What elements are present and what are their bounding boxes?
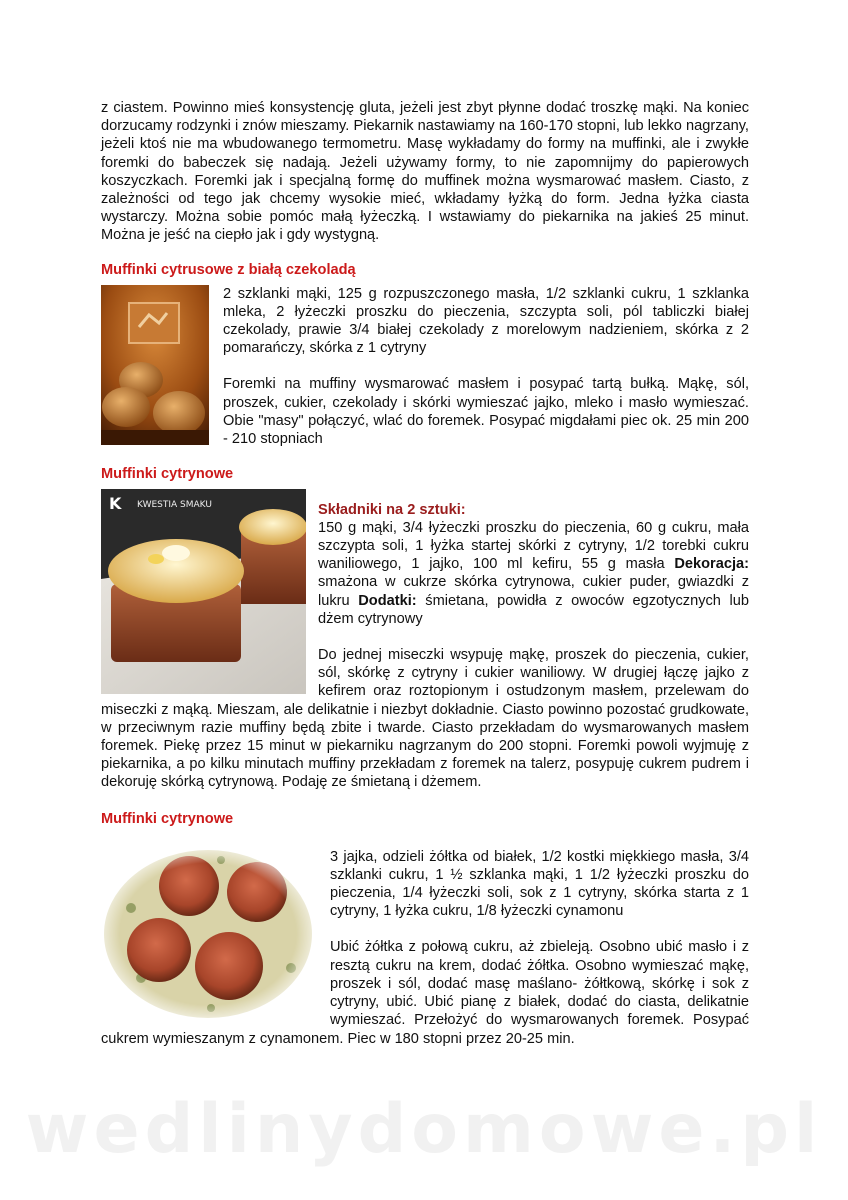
watermark: wedlinydomowe.pl — [25, 1090, 823, 1169]
recipe1-title: Muffinki cytrusowe z białą czekoladą — [101, 261, 356, 278]
recipe2-extras-label: Dodatki: — [358, 592, 417, 609]
document-page — [101, 99, 749, 1048]
recipe2-extras: śmietana, powidła z owoców egzotycznych lub dżem cytrynowy — [318, 592, 750, 627]
recipe3-method: Ubić żółtka z połową cukru, aż zbieleją. Osobno ubić masło i z resztą cukru na krem, dodać żółtka. Osobno wymieszać mąkę, proszek i sól, dodać masę maślano- żółtkową, skórkę i sok z cytryny, ubić. Ubić pianę z białek, dodać do ciasta, delikatnie wymieszać. Przełożyć do wysmarowanych foremek. Posypać cukrem wymieszanym z cynamonem. Piec w 180 stopni przez 20-25 min. — [101, 939, 749, 1047]
recipe1-photo — [101, 285, 209, 445]
recipe1-ingredients: 2 szklanki mąki, 125 g rozpuszczonego masła, 1/2 szklanki cukru, 1 szklanka mleka, 2 łyżeczki proszku do pieczenia, szczypta soli, pól tabliczki białej czekolady, prawie 3/4 białej czekolady z morelowym nadzieniem, skórka z 2 pomarańczy, skórka z 1 cytryny — [223, 285, 749, 357]
recipe3-title: Muffinki cytrynowe — [101, 810, 234, 827]
photo-logo: KWESTIA SMAKU — [137, 499, 212, 510]
recipe2-title: Muffinki cytrynowe — [101, 465, 234, 482]
recipe2-decoration: smażona w cukrze skórka cytrynowa, cukier puder, gwiazdki z lukru — [318, 574, 749, 609]
recipe2-ingredients: 150 g mąki, 3/4 łyżeczki proszku do pieczenia, 60 g cukru, mała szczypta soli, 1 łyżka startej skórki z cytryny, 1/2 torebki cukru waniliowego, 1 jajko, 100 ml kefiru, 55 g masła — [318, 519, 749, 573]
recipe2-method: Do jednej miseczki wsypuję mąkę, proszek do pieczenia, cukier, sól, skórkę z cytryny i cukier waniliowy. W drugiej łączę jajko z kefirem oraz roztopionym i ostudzonym masłem, przelewam do miseczki z mąką. Mieszam, ale delikatnie i niezbyt dokładnie. Ciasto powinno pozostać grudkowate, w przeciwnym razie muffiny będą zbite i twarde. Ciasto przekładam do wysmarowanych masłem foremek. Piekę przez 15 minut w piekarniku nagrzanym do 200 stopni. Foremki powoli wyjmuję z piekarnika, a po kilku minutach muffiny przekładam z foremek na talerz, posypuję cukrem pudrem i dekoruję skórką cytrynową. Podaję ze śmietaną i dżemem. — [101, 647, 749, 791]
photo-logo-mark: K — [109, 493, 122, 513]
recipe1-method: Foremki na muffiny wysmarować masłem i posypać tartą bułką. Mąkę, sól, proszek, cukier, czekolady i skórki wymieszać jajko, mleko i masło wymieszać. Obie "masy" połączyć, wlać do foremek. Posypać migdałami piec ok. 25 min 200 - 210 stopniach — [223, 376, 749, 448]
recipe2-photo — [101, 489, 306, 694]
recipe3-photo — [101, 848, 316, 1020]
recipe2-decoration-label: Dekoracja: — [674, 556, 749, 573]
recipe2-subheading: Składniki na 2 sztuki: — [318, 501, 466, 518]
intro-paragraph: z ciastem. Powinno mieś konsystencję gluta, jeżeli jest zbyt płynne dodać troszkę mąki. Na koniec dorzucamy rodzynki i znów mieszamy. Piekarnik nastawiamy na 160-170 stopni, lub lekko nagrzany, jeżeli ktoś nie ma wbudowanego termometru. Masę wykładamy do formy na muffinki, ale i zwykłe foremki do babeczek się nadają. Jeżeli używamy formy, to nie zapomnijmy do papierowych koszyczkach. Foremki jak i specjalną formę do muffinek można wysmarować masłem. Ciasto, z zależności od tego jak chcemy wysokie mieć, wkładamy łyżką do form. Jedna łyżka ciasta wystarczy. Można sobie pomóc małą łyżeczką. I wstawiamy do piekarnika na jakieś 25 minut. Można je jeść na ciepło jak i gdy wystygną. — [101, 100, 749, 244]
recipe3-ingredients: 3 jajka, odzieli żółtka od białek, 1/2 kostki miękkiego masła, 3/4 szklanki cukru, 1 ½ szklanka mąki, 1 1/2 łyżeczki proszku do pieczenia, 1/4 łyżeczki soli, sok z 1 cytryny, skórka starta z 1 cytryny, 1 łyżka cukru, 1/8 łyżeczki cynamonu — [330, 848, 749, 920]
